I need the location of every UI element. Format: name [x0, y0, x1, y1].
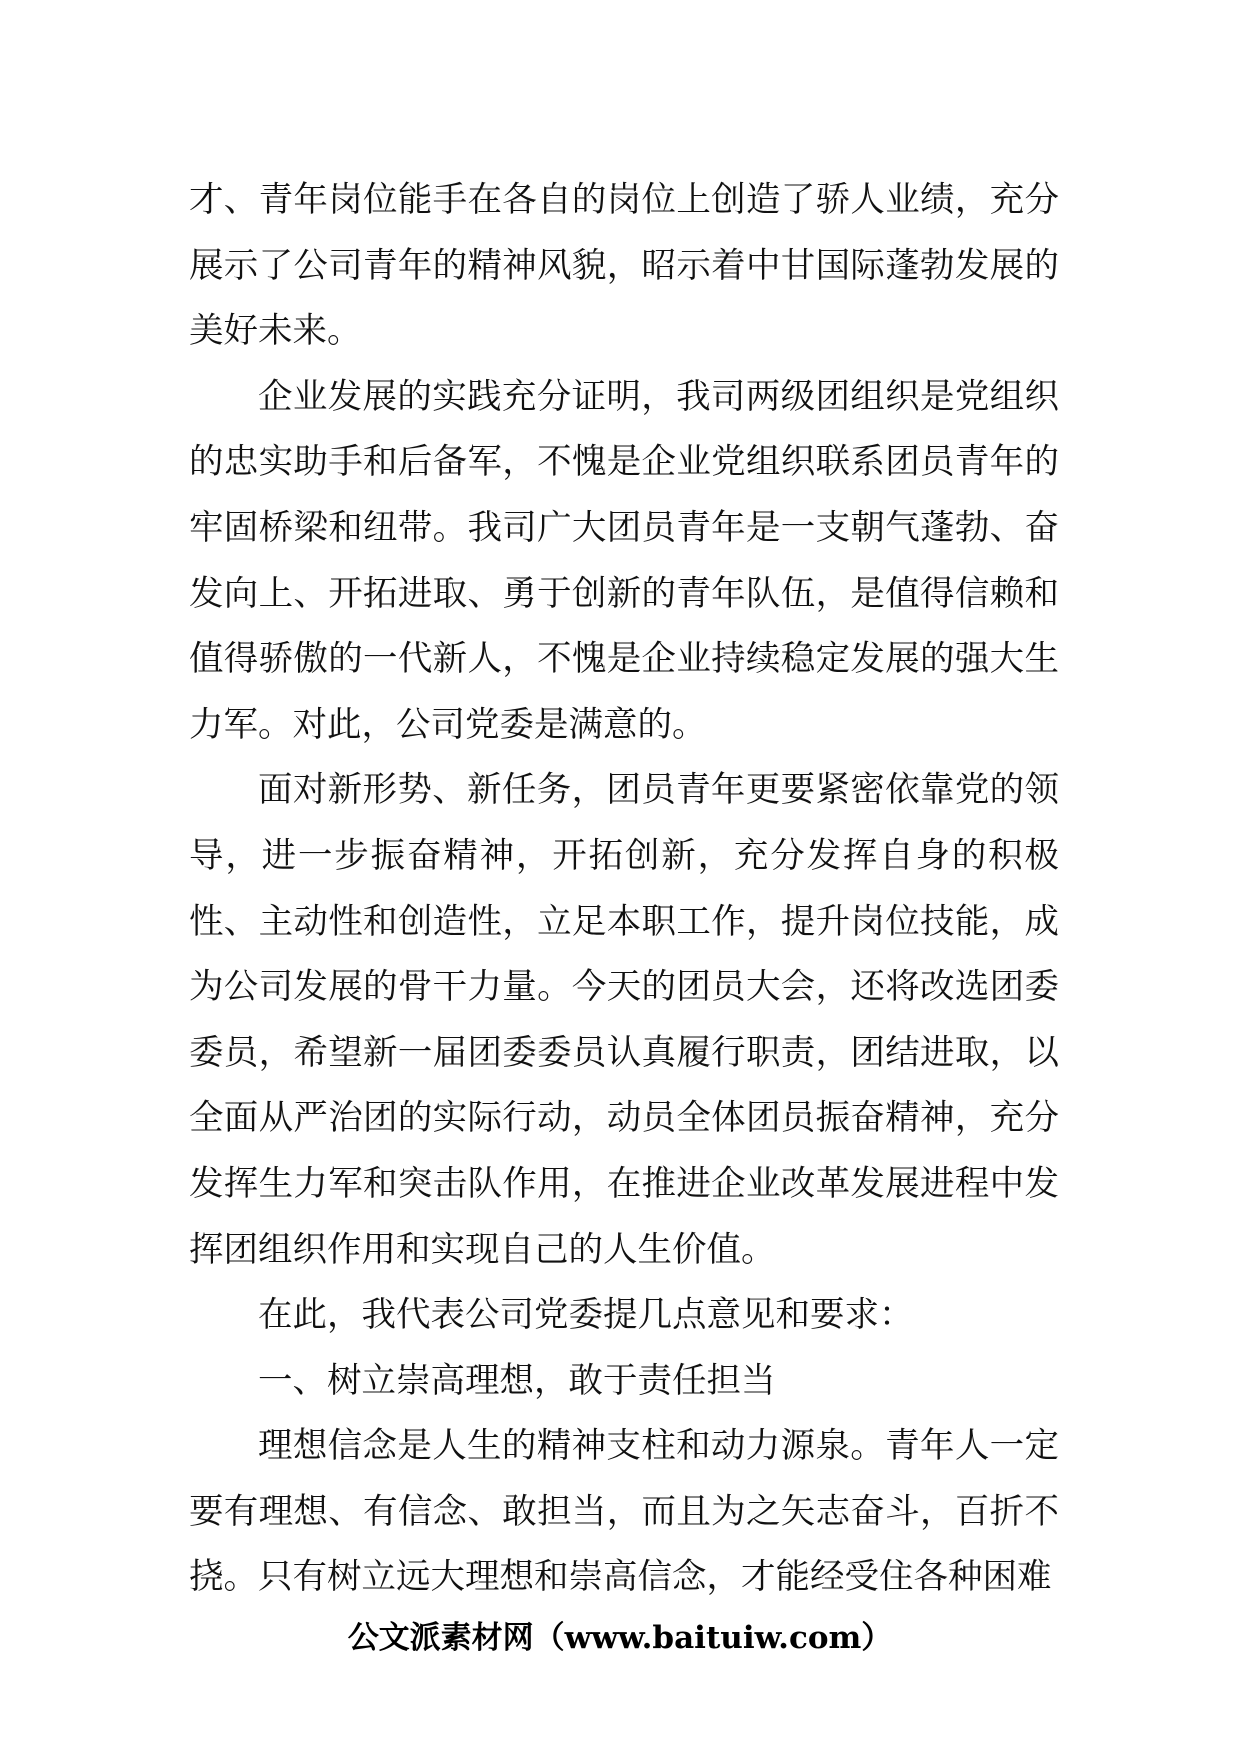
footer-watermark: 公文派素材网（www.baituiw.com） [347, 1620, 893, 1656]
section-heading: 一、树立崇高理想，敢于责任担当 [258, 1360, 776, 1401]
paragraph-continuation: 才、青年岗位能手在各自的岗位上创造了骄人业绩，充分展示了公司青年的精神风貌，昭示着中甘国际蓬勃发展的美好未来。 [189, 180, 1059, 352]
document-body [189, 168, 1059, 1611]
paragraph-ideals: 理想信念是人生的精神支柱和动力源泉。青年人一定要有理想、有信念、敢担当，而且为之矢志奋斗，百折不挠。只有树立远大理想和崇高信念，才能经受住各种困难 [189, 1426, 1059, 1598]
paragraph-new-situation: 面对新形势、新任务，团员青年更要紧密依靠党的领导，进一步振奋精神，开拓创新，充分发挥自身的积极性、主动性和创造性，立足本职工作，提升岗位技能，成为公司发展的骨干力量。今天的团员大会，还将改选团委委员，希望新一届团委委员认真履行职责，团结进取，以全面从严治团的实际行动，动员全体团员振奋精神，充分发挥生力军和突击队作用，在推进企业改革发展进程中发挥团组织作用和实现自己的人生价值。 [189, 770, 1059, 1270]
paragraph-requirements-intro: 在此，我代表公司党委提几点意见和要求： [258, 1295, 914, 1336]
paragraph-practice-proof: 企业发展的实践充分证明，我司两级团组织是党组织的忠实助手和后备军，不愧是企业党组织联系团员青年的牢固桥梁和纽带。我司广大团员青年是一支朝气蓬勃、奋发向上、开拓进取、勇于创新的青年队伍，是值得信赖和值得骄傲的一代新人，不愧是企业持续稳定发展的强大生力军。对此，公司党委是满意的。 [189, 376, 1059, 745]
